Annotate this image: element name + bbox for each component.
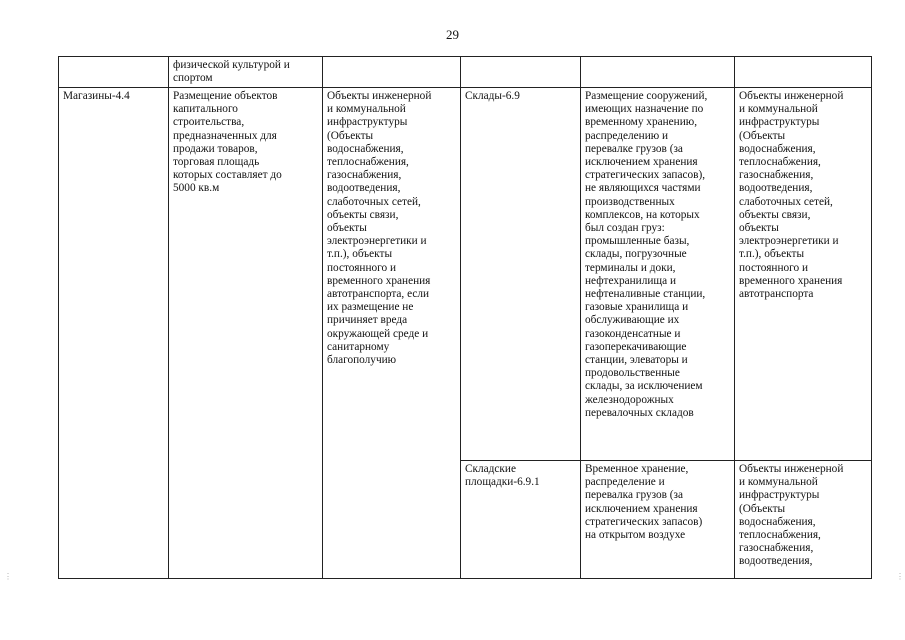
table-cell: Объекты инженерной и коммунальной инфраструктуры (Объекты водоснабжения, теплоснабжения, газоснабжения, водоотведения, <box>735 461 872 579</box>
table-cell: Склады-6.9 <box>461 88 581 461</box>
table-row <box>59 57 872 88</box>
table-cell: Объекты инженерной и коммунальной инфраструктуры (Объекты водоснабжения, теплоснабжения, газоснабжения, водоотведения, слаботочных сетей, объекты связи, объекты электроэнергетики и т.п.), объекты постоянного и временного хранения автотранспорта, если их размещение не причиняет вреда окружающей среде и санитарному благополучию <box>323 88 461 579</box>
table-cell <box>461 57 581 88</box>
table-cell: Магазины-4.4 <box>59 88 169 579</box>
scan-margin-mark: ⋮ <box>896 572 904 581</box>
zoning-table <box>58 56 872 579</box>
table-cell: Размещение сооружений, имеющих назначение по временному хранению, распределению и перевалке грузов (за исключением хранения стратегических запасов), не являющихся частями производственных комплексов, на которых был создан груз: промышленные базы, склады, погрузочные терминалы и доки, нефтехранилища и нефтеналивные станции, газовые хранилища и обслуживающие их газоконденсатные и газоперекачивающие станции, элеваторы и продовольственные склады, за исключением железнодорожных перевалочных складов <box>581 88 735 461</box>
table-cell: Размещение объектов капитального строительства, предназначенных для продажи товаров, торговая площадь которых составляет до 5000 кв.м <box>169 88 323 579</box>
table-cell: Объекты инженерной и коммунальной инфраструктуры (Объекты водоснабжения, теплоснабжения, газоснабжения, водоотведения, слаботочных сетей, объекты связи, объекты электроэнергетики и т.п.), объекты постоянного и временного хранения автотранспорта <box>735 88 872 461</box>
table-cell: Временное хранение, распределение и перевалка грузов (за исключением хранения стратегических запасов) на открытом воздухе <box>581 461 735 579</box>
table-row <box>59 88 872 461</box>
table-cell <box>581 57 735 88</box>
page-number: 29 <box>446 27 459 42</box>
scan-margin-mark: ⋮ <box>4 572 12 581</box>
table-cell <box>59 57 169 88</box>
table-cell: Складские площадки-6.9.1 <box>461 461 581 579</box>
table-cell <box>323 57 461 88</box>
table-cell <box>735 57 872 88</box>
table-cell: физической культурой и спортом <box>169 57 323 88</box>
